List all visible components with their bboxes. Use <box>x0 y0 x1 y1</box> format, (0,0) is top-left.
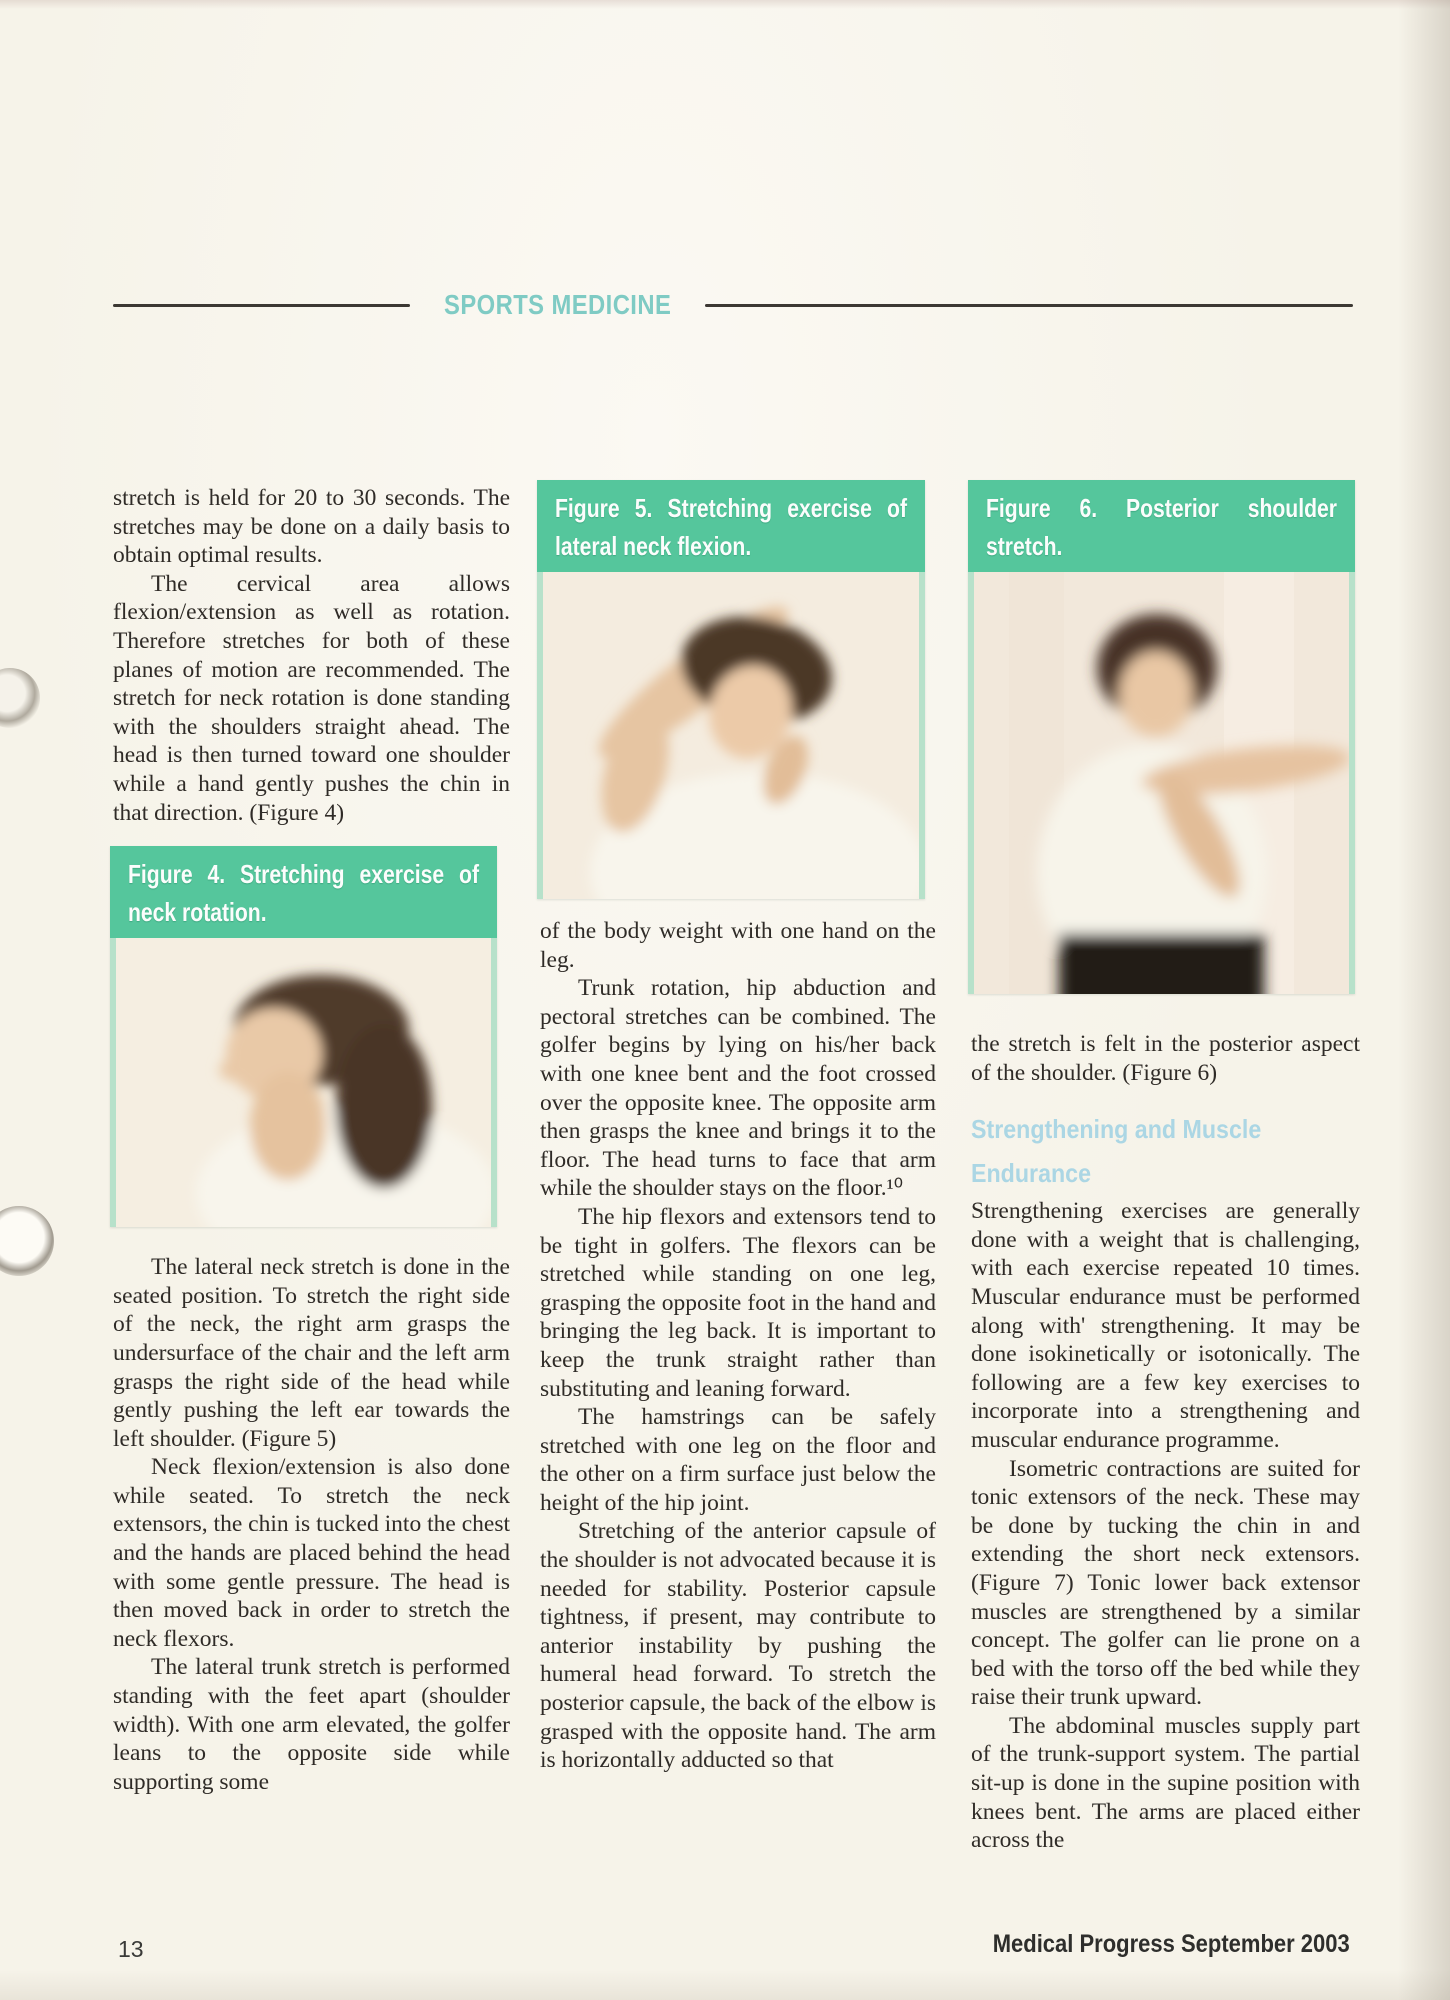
figure-4 <box>110 846 497 1227</box>
paragraph: The abdominal muscles supply part of the trunk-support system. The partial sit-up is done in the supine position with knees bent. The arms are placed either across the <box>971 1712 1360 1854</box>
column-1 <box>113 484 510 1796</box>
paragraph: of the body weight with one hand on the leg. <box>540 918 936 973</box>
paragraph: Strengthening exercises are generally done with a weight that is challenging, with each exercise repeated 10 times. Muscular endurance must be performed along with' strengthening. It may be done isokinetically or isotonically. The following are a few key exercises to incorporate into a strengthening and muscular endurance programme. <box>971 1198 1360 1453</box>
section-subheading <box>971 1107 1360 1195</box>
figure-5-caption <box>537 480 925 572</box>
figure-4-caption-text: Figure 4. Stretching exercise of neck rotation. <box>128 859 479 928</box>
figure-5 <box>537 480 925 899</box>
paragraph: The lateral neck stretch is done in the seated position. To stretch the right side of the neck, the right arm grasps the undersurface of the chair and the left arm grasps the right side of the head while gently pushing the left ear towards the left shoulder. (Figure 5) <box>113 1254 510 1452</box>
column-3 <box>971 480 1360 1855</box>
paragraph: Stretching of the anterior capsule of the shoulder is not advocated because it is needed for stability. Posterior capsule tightness, if present, may contribute to anterior instability by pushing the humeral head forward. To stretch the posterior capsule, the back of the elbow is grasped with the opposite hand. The arm is horizontally adducted so that <box>540 1518 936 1774</box>
journal-footer: Medical Progress September 2003 <box>992 1930 1350 1958</box>
neck-rotation-photo-illustration <box>116 938 491 1227</box>
paragraph: The cervical area allows flexion/extension as well as rotation. Therefore stretches for both of these planes of motion are recommended. The stretch for neck rotation is done standing with the shoulders straight ahead. The head is then turned toward one shoulder while a hand gently pushes the chin in that direction. (Figure 4) <box>113 570 510 826</box>
figure-6-caption <box>968 480 1355 572</box>
hole-punch-bottom <box>0 1206 54 1276</box>
section-header <box>113 289 1353 321</box>
figure-5-photo <box>543 572 919 899</box>
figure-4-caption <box>110 846 497 938</box>
figure-6-photo <box>974 572 1349 994</box>
section-subheading-text: Strengthening and Muscle Endurance <box>971 1114 1262 1189</box>
paragraph: The lateral trunk stretch is performed standing with the feet apart (shoulder width). With one arm elevated, the golfer leans to the opposite side while supporting some <box>113 1654 510 1795</box>
paragraph: the stretch is felt in the posterior aspect of the shoulder. (Figure 6) <box>971 1031 1360 1086</box>
paragraph: stretch is held for 20 to 30 seconds. The stretches may be done on a daily basis to obtain optimal results. <box>113 485 510 569</box>
figure-4-photo <box>116 938 491 1227</box>
section-title: SPORTS MEDICINE <box>444 289 672 320</box>
figure-6 <box>968 480 1355 994</box>
paragraph: Neck flexion/extension is also done while seated. To stretch the neck extensors, the chin is tucked into the chest and the hands are placed behind the head with some gentle pressure. The head is then moved back in order to stretch the neck flexors. <box>113 1454 510 1652</box>
figure-5-caption-text: Figure 5. Stretching exercise of lateral neck flexion. <box>555 493 907 561</box>
lateral-neck-flexion-photo-illustration <box>543 572 919 899</box>
paragraph: The hamstrings can be safely stretched with one leg on the floor and the other on a firm surface just below the height of the hip joint. <box>540 1404 936 1516</box>
hole-punch-top <box>0 668 40 728</box>
page-number: 13 <box>118 1936 144 1962</box>
figure-6-caption-text: Figure 6. Posterior shoulder stretch. <box>986 493 1337 561</box>
header-rule-right <box>705 304 1353 307</box>
posterior-shoulder-stretch-photo-illustration <box>974 572 1349 994</box>
paragraph: Isometric contractions are suited for tonic extensors of the neck. These may be done by tucking the chin in and extending the short neck extensors. (Figure 7) Tonic lower back extensor muscles are strengthened by a similar concept. The golfer can lie prone on a bed with the torso off the bed while they raise their trunk upward. <box>971 1455 1360 1711</box>
paragraph: The hip flexors and extensors tend to be tight in golfers. The flexors can be stretched while standing on one leg, grasping the opposite foot in the hand and bringing the leg back. It is important to keep the trunk straight rather than substituting and leaning forward. <box>540 1203 936 1402</box>
header-rule-left <box>113 304 410 307</box>
column-2 <box>540 480 936 1775</box>
paragraph: Trunk rotation, hip abduction and pectoral stretches can be combined. The golfer begins by lying on his/her back with one knee bent and the foot crossed over the opposite knee. The opposite arm then grasps the knee and brings it to the floor. The head turns to face that arm while the shoulder stays on the floor.¹⁰ <box>540 975 936 1202</box>
